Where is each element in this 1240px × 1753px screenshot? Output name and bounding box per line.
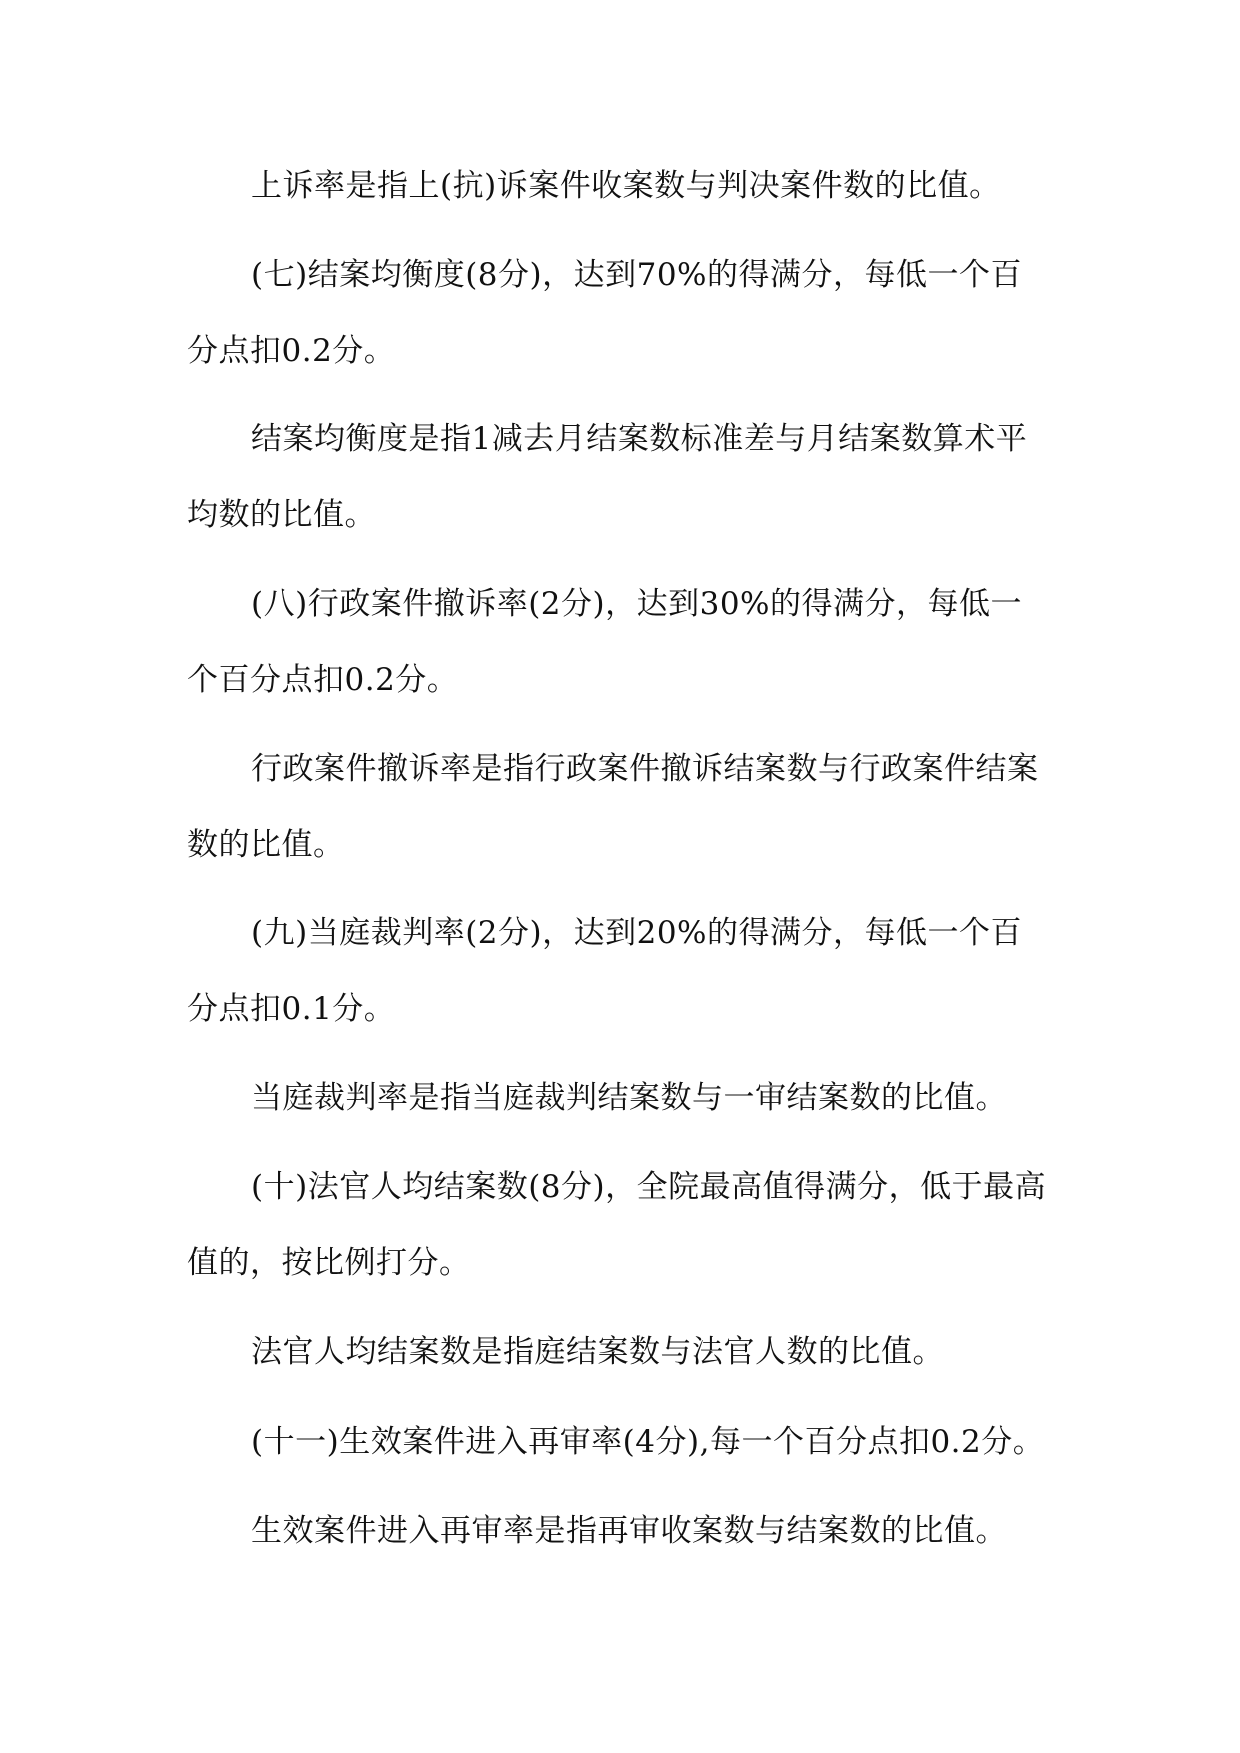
paragraph-retrial-rate-definition: 生效案件进入再审率是指再审收案数与结案数的比值。 [251,1513,1007,1549]
paragraph-closing-balance-definition: 结案均衡度是指1减去月结案数标准差与月结案数算术平均数的比值。 [187,421,1028,533]
paragraph-item-7-closing-balance: (七)结案均衡度(8分)，达到70%的得满分，每低一个百分点扣0.2分。 [187,257,1023,369]
paragraph-court-judgment-rate-definition: 当庭裁判率是指当庭裁判结案数与一审结案数的比值。 [251,1080,1007,1116]
paragraph-appeal-rate-definition: 上诉率是指上(抗)诉案件收案数与判决案件数的比值。 [251,168,1001,204]
paragraph-withdrawal-rate-definition: 行政案件撤诉率是指行政案件撤诉结案数与行政案件结案数的比值。 [187,751,1039,863]
paragraph-item-10-cases-per-judge: (十)法官人均结案数(8分)，全院最高值得满分，低于最高值的，按比例打分。 [187,1169,1047,1281]
paragraph-item-11-retrial-rate: (十一)生效案件进入再审率(4分),每一个百分点扣0.2分。 [251,1424,1045,1460]
paragraph-cases-per-judge-definition: 法官人均结案数是指庭结案数与法官人数的比值。 [251,1334,944,1370]
paragraph-item-9-court-judgment-rate: (九)当庭裁判率(2分)，达到20%的得满分，每低一个百分点扣0.1分。 [187,915,1023,1027]
paragraph-item-8-withdrawal-rate: (八)行政案件撤诉率(2分)，达到30%的得满分，每低一个百分点扣0.2分。 [187,586,1023,698]
